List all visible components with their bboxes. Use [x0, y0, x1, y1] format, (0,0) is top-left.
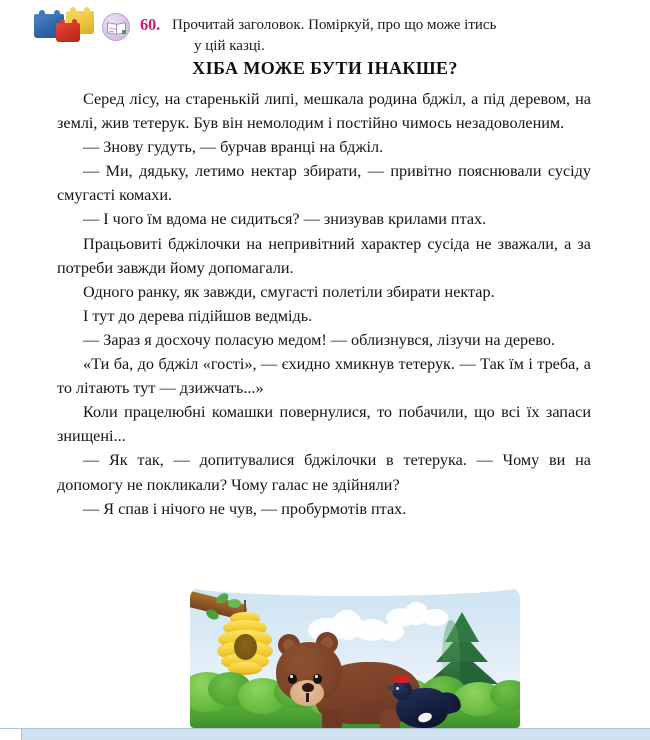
story-paragraph: Одного ранку, як завжди, смугасті полетіли збирати нектар.: [83, 282, 495, 301]
exercise-instruction-line-2: у цій казці.: [194, 38, 265, 54]
story-paragraph: Коли працелюбні комашки повернулися, то побачили, що всі їх запаси знищені...: [57, 403, 591, 446]
exercise-number: 60.: [140, 15, 161, 34]
exercise-instruction-line-1: Прочитай заголовок. Поміркуй, про що може ітись: [172, 17, 497, 33]
story-body: [57, 87, 591, 521]
story-title: ХІБА МОЖЕ БУТИ ІНАКШЕ?: [192, 58, 458, 78]
story-paragraph: «Ти ба, до бджіл «гості», — єхидно хмикнув тетерук. — Так їм і треба, а то літають тут — дзижчать...»: [57, 355, 591, 398]
story-paragraph: — Як так, — допитувалися бджілочки в тетерука. — Чому ви на допомогу не покликали? Чому галас не здійняли?: [57, 451, 591, 494]
grouse-illustration: [392, 668, 454, 728]
viewer-bottom-bar[interactable]: [0, 728, 650, 740]
illustration-forest-scene: [190, 588, 520, 728]
exercise-header: [0, 0, 650, 55]
story-paragraph: І тут до дерева підійшов ведмідь.: [83, 306, 313, 325]
story-paragraph: — Ми, дядьку, летимо нектар збирати, — привітно пояснювали сусіду смугасті комахи.: [57, 162, 591, 205]
story-paragraph: — І чого їм вдома не сидиться? — знизував крилами птах.: [83, 210, 487, 229]
lego-blocks-icon: [34, 8, 96, 42]
lego-brick-red: [56, 23, 80, 42]
exercise-instruction: [172, 15, 587, 57]
hive-entrance: [234, 634, 257, 660]
story-paragraph: Серед лісу, на старенькій липі, мешкала родина бджіл, а під деревом, на землі, жив тетерук. Був він немолодим і постійно чимось незадоволеним.: [57, 90, 591, 133]
viewer-bar-corner: [0, 729, 22, 740]
story-paragraph: — Знову гудуть, — бурчав вранці на бджіл.: [83, 138, 384, 157]
grouse-comb: [394, 675, 410, 683]
story-paragraph: — Зараз я досхочу поласую медом! — облизнувся, лізучи на дерево.: [83, 330, 555, 349]
story-paragraph: Працьовиті бджілочки на непривітний характер сусіда не зважали, а за потреби завжди йому допомагали.: [57, 234, 591, 277]
story-paragraph: — Я спав і нічого не чув, — пробурмотів птах.: [83, 499, 407, 518]
beehive-icon: [217, 612, 273, 672]
open-book-icon: [102, 13, 130, 41]
